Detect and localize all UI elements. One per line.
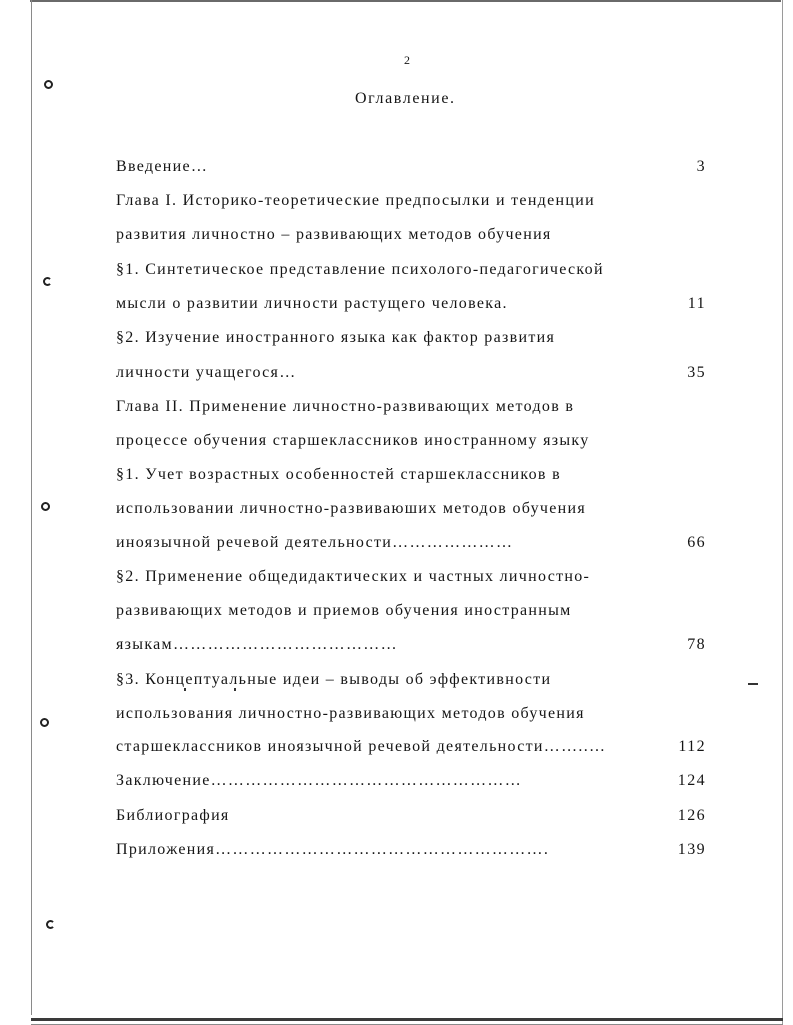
scan-edge-right: [782, 0, 783, 1025]
toc-entry-text: Глава I. Историко-теоретические предпосылки и тенденции: [116, 192, 595, 209]
toc-entry-text: §1. Учет возрастных особенностей старшеклассников в: [116, 466, 561, 483]
binder-hole-mark: [44, 80, 53, 89]
toc-entry-text: §3. Концептуальные идеи – выводы об эффективности: [116, 671, 552, 688]
toc-entry-text: процессе обучения старшеклассников иностранному языку: [116, 432, 590, 449]
toc-entry-text: использования личностно-развивающих методов обучения: [116, 705, 585, 722]
toc-entry-text: иноязычной речевой деятельности…………………: [116, 534, 514, 551]
toc-entry-text: Введение…: [116, 158, 209, 175]
toc-entry-page: 124: [677, 772, 706, 789]
toc-entry-text: использовании личностно-развиваюших методов обучения: [116, 500, 587, 517]
toc-entry-page: 35: [687, 364, 706, 381]
scan-edge-top: [30, 0, 781, 2]
toc-entry-page: 11: [687, 295, 706, 312]
binder-hole-mark: [43, 277, 52, 286]
binder-hole-mark: [41, 502, 50, 511]
toc-entry-text: Приложения………………………………………………….: [116, 841, 550, 858]
toc-entry-text: Библиография: [116, 807, 230, 824]
toc-entry-text: языкам…………………………………: [116, 636, 398, 653]
toc-entry-text: Глава II. Применение личностно-развивающих методов в: [116, 398, 575, 415]
binder-hole-mark: [40, 718, 49, 727]
toc-entry-page: 139: [677, 841, 706, 858]
toc-entry-page: 3: [696, 158, 706, 175]
toc-entry-text: мысли о развитии личности растущего человека.: [116, 295, 508, 312]
binder-hole-mark: [46, 920, 55, 929]
toc-entry-text: личности учащегося…: [116, 364, 297, 381]
toc-entry-text: старшеклассников иноязычной речевой деятельности……..…: [116, 738, 607, 755]
toc-entry-text: Заключение………………………………………………: [116, 772, 522, 789]
toc-entry-page: 78: [687, 636, 706, 653]
toc-entry-page: 112: [678, 738, 706, 755]
toc-entry-text: §2. Изучение иностранного языка как фактор развития: [116, 329, 556, 346]
toc-entry-text: §1. Синтетическое представление психолого-педагогической: [116, 261, 604, 278]
scan-edge-left: [31, 0, 32, 1015]
page-title: Оглавление.: [355, 90, 456, 107]
page-number: 2: [404, 53, 410, 67]
toc-entry-text: развивающих методов и приемов обучения иностранным: [116, 602, 572, 619]
toc-entry-page: 126: [677, 807, 706, 824]
toc-entry-text: развития личностно – развивающих методов обучения: [116, 226, 552, 243]
toc-entry-page: 66: [687, 534, 706, 551]
toc-entry-text: §2. Применение общедидактических и частных личностно-: [116, 568, 591, 585]
scan-speck: [748, 683, 758, 685]
scan-edge-bottom: [31, 1018, 783, 1021]
